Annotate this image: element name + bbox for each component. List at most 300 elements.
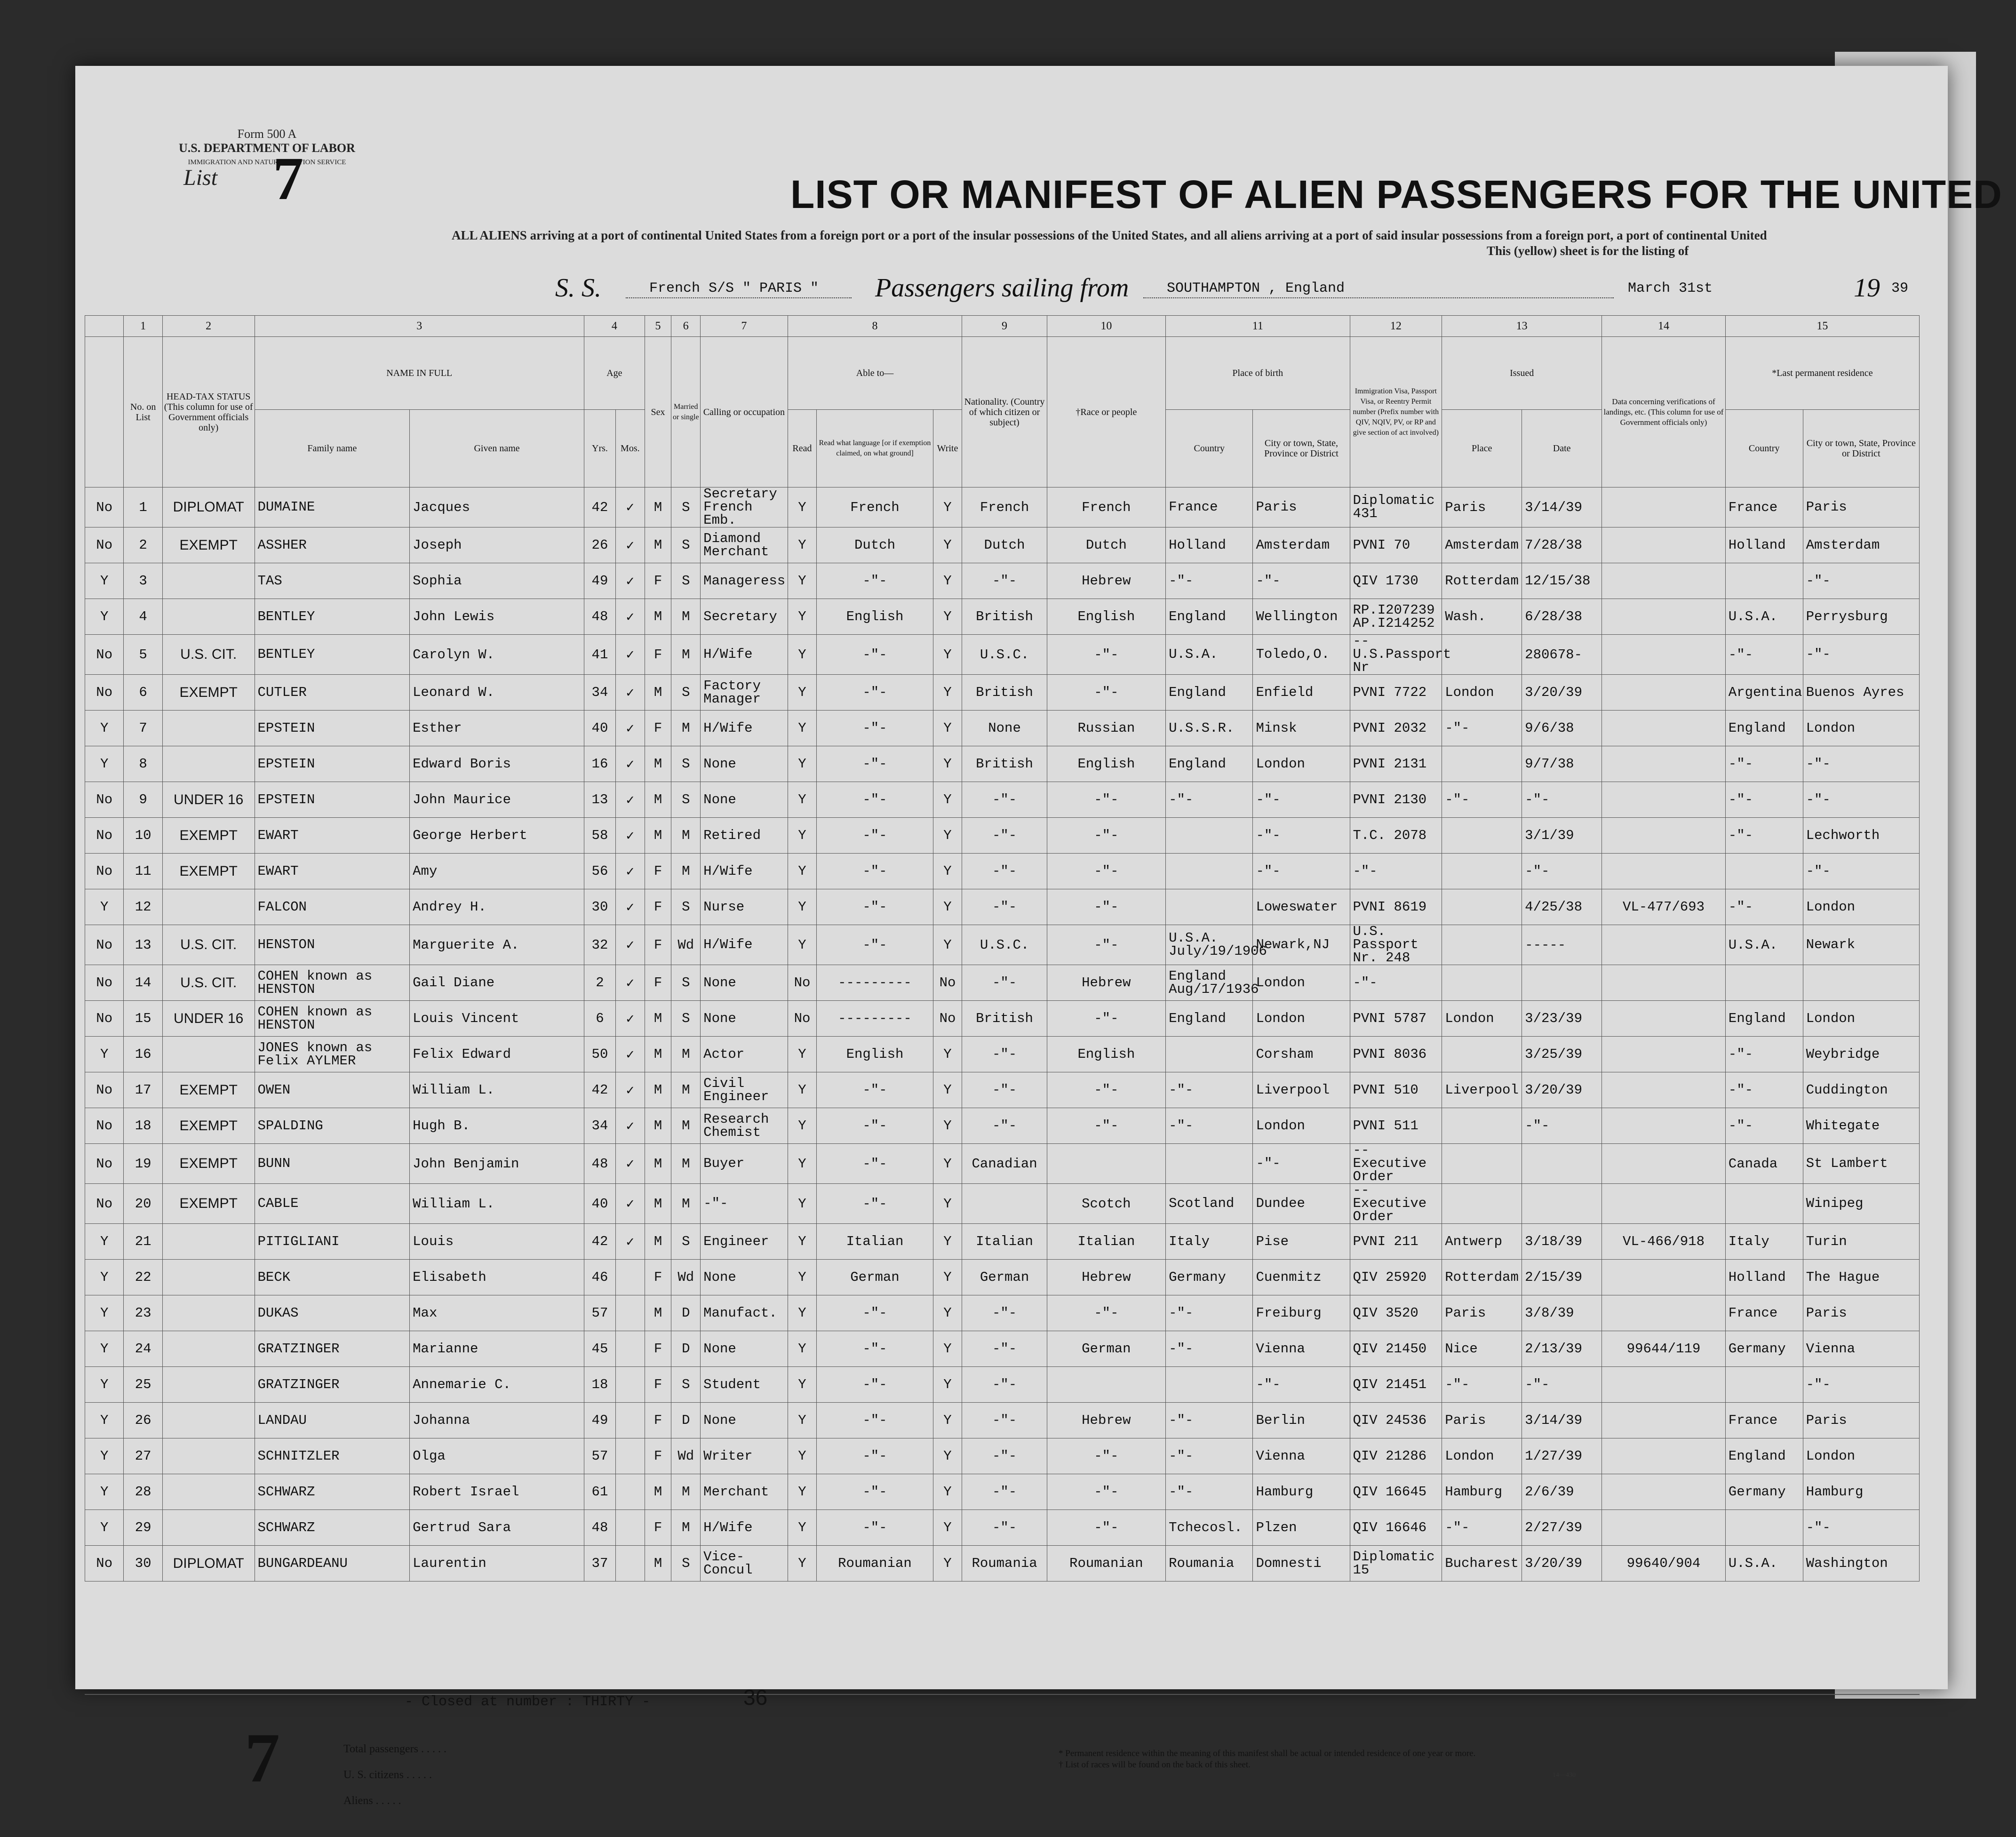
colnum-12: 12: [1350, 316, 1442, 337]
issued-date: [1522, 965, 1602, 1001]
row-flag: Y: [85, 1295, 124, 1331]
can-read: Y: [788, 487, 817, 527]
can-write: Y: [933, 1367, 962, 1403]
occupation: Manageress: [701, 563, 788, 599]
age-years: 37: [584, 1546, 615, 1581]
sex: M: [645, 1108, 671, 1144]
can-write: Y: [933, 1510, 962, 1546]
occupation: None: [701, 746, 788, 782]
residence-city: -"-: [1803, 1510, 1919, 1546]
can-write: Y: [933, 1260, 962, 1295]
issued-place: [1442, 635, 1522, 675]
read-language: -"-: [817, 889, 933, 925]
residence-country: Germany: [1725, 1331, 1803, 1367]
row-flag: No: [85, 782, 124, 818]
residence-country: Germany: [1725, 1474, 1803, 1510]
birth-city: -"-: [1253, 818, 1350, 854]
age-months: ✓: [615, 599, 645, 635]
row-flag: No: [85, 1072, 124, 1108]
sex: F: [645, 635, 671, 675]
read-language: -"-: [817, 675, 933, 711]
age-years: 48: [584, 599, 615, 635]
issued-date: -----: [1522, 925, 1602, 965]
nationality: -"-: [962, 1403, 1047, 1438]
visa-number: QIV 24536: [1350, 1403, 1442, 1438]
landing-data: [1602, 818, 1726, 854]
residence-city: Washington: [1803, 1546, 1919, 1581]
occupation: None: [701, 1001, 788, 1037]
issued-date: 3/18/39: [1522, 1224, 1602, 1260]
can-write: Y: [933, 1144, 962, 1184]
landing-data: [1602, 675, 1726, 711]
residence-country: -"-: [1725, 1037, 1803, 1072]
race: -"-: [1047, 635, 1165, 675]
age-years: 34: [584, 675, 615, 711]
issued-date: 3/20/39: [1522, 1546, 1602, 1581]
residence-city: -"-: [1803, 854, 1919, 889]
sex: M: [645, 1474, 671, 1510]
race: -"-: [1047, 1295, 1165, 1331]
row-number: 8: [124, 746, 162, 782]
row-number: 20: [124, 1184, 162, 1224]
age-months: [615, 1510, 645, 1546]
sex: M: [645, 675, 671, 711]
landing-data: [1602, 599, 1726, 635]
issued-place: [1442, 1108, 1522, 1144]
table-row: [85, 965, 1920, 1001]
residence-country: Argentina: [1725, 675, 1803, 711]
occupation: H/Wife: [701, 1510, 788, 1546]
nationality: U.S.C.: [962, 925, 1047, 965]
residence-city: The Hague: [1803, 1260, 1919, 1295]
sex: F: [645, 1438, 671, 1474]
head-tax-status: [162, 889, 255, 925]
landing-data: VL-466/918: [1602, 1224, 1726, 1260]
row-number: 18: [124, 1108, 162, 1144]
closed-count: 36: [743, 1685, 768, 1709]
row-number: 22: [124, 1260, 162, 1295]
colnum-6: 6: [671, 316, 701, 337]
age-months: [615, 1260, 645, 1295]
race: German: [1047, 1331, 1165, 1367]
row-number: 23: [124, 1295, 162, 1331]
can-write: Y: [933, 1403, 962, 1438]
header-married: Married or single: [671, 337, 701, 487]
family-name: OWEN: [255, 1072, 410, 1108]
residence-city: London: [1803, 889, 1919, 925]
header-age: Age: [584, 337, 645, 410]
age-months: [615, 1474, 645, 1510]
table-row: [85, 635, 1920, 675]
row-number: 26: [124, 1403, 162, 1438]
age-years: 42: [584, 1072, 615, 1108]
table-row: [85, 1295, 1920, 1331]
visa-number: QIV 21451: [1350, 1367, 1442, 1403]
birth-city: Dundee: [1253, 1184, 1350, 1224]
row-number: 21: [124, 1224, 162, 1260]
row-flag: Y: [85, 1037, 124, 1072]
can-write: Y: [933, 675, 962, 711]
can-read: Y: [788, 1510, 817, 1546]
nationality: Canadian: [962, 1144, 1047, 1184]
given-name: Felix Edward: [410, 1037, 584, 1072]
marital-status: S: [671, 527, 701, 563]
colnum-5: 5: [645, 316, 671, 337]
row-number: 30: [124, 1546, 162, 1581]
read-language: -"-: [817, 711, 933, 746]
can-write: Y: [933, 1331, 962, 1367]
occupation: Diamond Merchant: [701, 527, 788, 563]
row-number: 9: [124, 782, 162, 818]
row-flag: Y: [85, 1510, 124, 1546]
departure-port: SOUTHAMPTON , England: [1167, 280, 1345, 296]
can-read: Y: [788, 635, 817, 675]
residence-city: Newark: [1803, 925, 1919, 965]
can-read: Y: [788, 854, 817, 889]
issued-date: 3/14/39: [1522, 487, 1602, 527]
head-tax-status: EXEMPT: [162, 818, 255, 854]
family-name: BECK: [255, 1260, 410, 1295]
visa-number: PVNI 5787: [1350, 1001, 1442, 1037]
landing-data: [1602, 746, 1726, 782]
sex: M: [645, 1546, 671, 1581]
family-name: JONES known as Felix AYLMER: [255, 1037, 410, 1072]
header-res-country: Country: [1725, 410, 1803, 487]
can-read: Y: [788, 1072, 817, 1108]
header-name-in-full: NAME IN FULL: [255, 337, 584, 410]
race: -"-: [1047, 782, 1165, 818]
age-years: 2: [584, 965, 615, 1001]
given-name: Annemarie C.: [410, 1367, 584, 1403]
landing-data: [1602, 1072, 1726, 1108]
can-write: Y: [933, 487, 962, 527]
birth-country: [1166, 818, 1253, 854]
year-suffix: 39: [1891, 280, 1909, 296]
given-name: Gail Diane: [410, 965, 584, 1001]
can-write: Y: [933, 1438, 962, 1474]
birth-city: London: [1253, 1108, 1350, 1144]
family-name: BUNN: [255, 1144, 410, 1184]
marital-status: M: [671, 635, 701, 675]
sex: F: [645, 563, 671, 599]
landing-data: [1602, 1510, 1726, 1546]
race: Russian: [1047, 711, 1165, 746]
issued-date: 1/27/39: [1522, 1438, 1602, 1474]
nationality: Dutch: [962, 527, 1047, 563]
colnum-13: 13: [1442, 316, 1602, 337]
issued-date: 2/6/39: [1522, 1474, 1602, 1510]
row-flag: No: [85, 635, 124, 675]
given-name: William L.: [410, 1184, 584, 1224]
closed-at-text: - Closed at number : THIRTY -: [405, 1694, 651, 1710]
table-row: [85, 854, 1920, 889]
row-flag: No: [85, 925, 124, 965]
row-number: 15: [124, 1001, 162, 1037]
issued-place: [1442, 965, 1522, 1001]
age-years: 40: [584, 711, 615, 746]
head-tax-status: U.S. CIT.: [162, 635, 255, 675]
race: -"-: [1047, 675, 1165, 711]
given-name: Laurentin: [410, 1546, 584, 1581]
visa-number: T.C. 2078: [1350, 818, 1442, 854]
issued-date: 3/1/39: [1522, 818, 1602, 854]
age-months: ✓: [615, 563, 645, 599]
age-months: ✓: [615, 889, 645, 925]
race: [1047, 1367, 1165, 1403]
header-yrs: Yrs.: [584, 410, 615, 487]
can-write: Y: [933, 635, 962, 675]
nationality: None: [962, 711, 1047, 746]
marital-status: D: [671, 1295, 701, 1331]
race: -"-: [1047, 1108, 1165, 1144]
family-name: TAS: [255, 563, 410, 599]
occupation: H/Wife: [701, 854, 788, 889]
residence-city: Vienna: [1803, 1331, 1919, 1367]
issued-place: London: [1442, 1438, 1522, 1474]
visa-number: -"-: [1350, 854, 1442, 889]
table-row: [85, 1510, 1920, 1546]
can-write: Y: [933, 563, 962, 599]
table-row: [85, 1474, 1920, 1510]
race: Dutch: [1047, 527, 1165, 563]
head-tax-status: [162, 1474, 255, 1510]
family-name: EWART: [255, 818, 410, 854]
visa-number: QIV 16646: [1350, 1510, 1442, 1546]
birth-city: Enfield: [1253, 675, 1350, 711]
age-years: 32: [584, 925, 615, 965]
can-write: Y: [933, 1108, 962, 1144]
head-tax-status: U.S. CIT.: [162, 925, 255, 965]
family-name: SCHWARZ: [255, 1510, 410, 1546]
issued-date: 2/15/39: [1522, 1260, 1602, 1295]
family-name: COHEN known as HENSTON: [255, 1001, 410, 1037]
residence-country: [1725, 1367, 1803, 1403]
can-read: Y: [788, 1144, 817, 1184]
table-row: [85, 925, 1920, 965]
can-read: Y: [788, 1331, 817, 1367]
manifest-sheet: [75, 66, 2002, 1807]
marital-status: M: [671, 1474, 701, 1510]
residence-city: St Lambert: [1803, 1144, 1919, 1184]
issued-place: Paris: [1442, 1403, 1522, 1438]
read-language: -"-: [817, 1367, 933, 1403]
table-row: [85, 1001, 1920, 1037]
head-tax-status: UNDER 16: [162, 1001, 255, 1037]
sex: F: [645, 1331, 671, 1367]
can-read: Y: [788, 711, 817, 746]
age-months: ✓: [615, 1224, 645, 1260]
row-flag: Y: [85, 563, 124, 599]
visa-number: Diplomatic 431: [1350, 487, 1442, 527]
age-months: ✓: [615, 1037, 645, 1072]
marital-status: S: [671, 487, 701, 527]
nationality: -"-: [962, 889, 1047, 925]
nationality: -"-: [962, 1108, 1047, 1144]
read-language: -"-: [817, 1510, 933, 1546]
nationality: -"-: [962, 965, 1047, 1001]
birth-country: England: [1166, 746, 1253, 782]
issued-place: Rotterdam: [1442, 563, 1522, 599]
age-months: [615, 1546, 645, 1581]
given-name: John Maurice: [410, 782, 584, 818]
can-write: No: [933, 1001, 962, 1037]
head-tax-status: [162, 1224, 255, 1260]
nationality: -"-: [962, 1510, 1047, 1546]
header-read-language: Read what language [or if exemption claimed, on what ground]: [817, 410, 933, 487]
family-name: COHEN known as HENSTON: [255, 965, 410, 1001]
row-flag: No: [85, 1184, 124, 1224]
sex: M: [645, 1037, 671, 1072]
residence-country: Italy: [1725, 1224, 1803, 1260]
landing-data: [1602, 1403, 1726, 1438]
age-years: 42: [584, 487, 615, 527]
family-name: EWART: [255, 854, 410, 889]
issued-place: [1442, 854, 1522, 889]
nationality: -"-: [962, 782, 1047, 818]
colnum-15: 15: [1725, 316, 1919, 337]
read-language: -"-: [817, 818, 933, 854]
landing-data: [1602, 711, 1726, 746]
table-row: [85, 1072, 1920, 1108]
can-read: Y: [788, 782, 817, 818]
residence-city: Paris: [1803, 1403, 1919, 1438]
family-name: HENSTON: [255, 925, 410, 965]
issued-date: 2/27/39: [1522, 1510, 1602, 1546]
occupation: H/Wife: [701, 711, 788, 746]
landing-data: [1602, 1037, 1726, 1072]
issued-place: Liverpool: [1442, 1072, 1522, 1108]
residence-country: -"-: [1725, 889, 1803, 925]
issued-date: 3/25/39: [1522, 1037, 1602, 1072]
issued-date: 7/28/38: [1522, 527, 1602, 563]
can-write: Y: [933, 1184, 962, 1224]
residence-country: France: [1725, 1295, 1803, 1331]
landing-data: [1602, 1184, 1726, 1224]
birth-country: Tchecosl.: [1166, 1510, 1253, 1546]
header-nationality: Nationality. (Country of which citizen or subject): [962, 337, 1047, 487]
table-row: [85, 563, 1920, 599]
birth-country: U.S.A.: [1166, 635, 1253, 675]
visa-number: PVNI 8619: [1350, 889, 1442, 925]
residence-city: Whitegate: [1803, 1108, 1919, 1144]
head-tax-status: [162, 599, 255, 635]
sex: M: [645, 1295, 671, 1331]
birth-country: [1166, 1037, 1253, 1072]
residence-country: [1725, 965, 1803, 1001]
list-label: List: [183, 165, 218, 190]
occupation: Nurse: [701, 889, 788, 925]
table-row: [85, 711, 1920, 746]
colnum-9: 9: [962, 316, 1047, 337]
age-months: ✓: [615, 487, 645, 527]
issued-place: Hamburg: [1442, 1474, 1522, 1510]
landing-data: [1602, 1474, 1726, 1510]
row-flag: No: [85, 965, 124, 1001]
given-name: John Benjamin: [410, 1144, 584, 1184]
occupation: Student: [701, 1367, 788, 1403]
race: English: [1047, 746, 1165, 782]
can-read: Y: [788, 889, 817, 925]
row-number: 2: [124, 527, 162, 563]
head-tax-status: EXEMPT: [162, 527, 255, 563]
age-years: 56: [584, 854, 615, 889]
birth-country: Holland: [1166, 527, 1253, 563]
occupation: Buyer: [701, 1144, 788, 1184]
head-tax-status: EXEMPT: [162, 854, 255, 889]
header-given-name: Given name: [410, 410, 584, 487]
head-tax-status: EXEMPT: [162, 1108, 255, 1144]
closing-rule: [85, 1694, 1920, 1695]
header-able-to: Able to—: [788, 337, 962, 410]
read-language: -"-: [817, 1108, 933, 1144]
occupation: Factory Manager: [701, 675, 788, 711]
landing-data: [1602, 925, 1726, 965]
sex: F: [645, 854, 671, 889]
occupation: Secretary: [701, 599, 788, 635]
landing-data: [1602, 563, 1726, 599]
sex: F: [645, 965, 671, 1001]
birth-city: -"-: [1253, 1144, 1350, 1184]
footnotes: [1059, 1748, 1475, 1771]
header-head-tax: HEAD-TAX STATUS (This column for use of Government officials only): [162, 337, 255, 487]
head-tax-status: EXEMPT: [162, 1184, 255, 1224]
issued-date: -"-: [1522, 1367, 1602, 1403]
occupation: -"-: [701, 1184, 788, 1224]
row-number: 29: [124, 1510, 162, 1546]
nationality: -"-: [962, 563, 1047, 599]
landing-data: [1602, 1295, 1726, 1331]
landing-data: [1602, 1260, 1726, 1295]
age-months: [615, 1331, 645, 1367]
row-flag: Y: [85, 1224, 124, 1260]
given-name: Louis Vincent: [410, 1001, 584, 1037]
sex: F: [645, 1260, 671, 1295]
birth-city: Wellington: [1253, 599, 1350, 635]
birth-city: Loweswater: [1253, 889, 1350, 925]
residence-city: -"-: [1803, 1367, 1919, 1403]
nationality: Italian: [962, 1224, 1047, 1260]
department-name: U.S. DEPARTMENT OF LABOR: [179, 141, 355, 155]
can-read: Y: [788, 818, 817, 854]
sex: M: [645, 1224, 671, 1260]
read-language: -"-: [817, 1295, 933, 1331]
can-read: Y: [788, 925, 817, 965]
age-years: 6: [584, 1001, 615, 1037]
table-row: [85, 1546, 1920, 1581]
sex: M: [645, 487, 671, 527]
read-language: -"-: [817, 1144, 933, 1184]
race: Scotch: [1047, 1184, 1165, 1224]
race: -"-: [1047, 818, 1165, 854]
row-number: 5: [124, 635, 162, 675]
family-name: BENTLEY: [255, 635, 410, 675]
age-years: 50: [584, 1037, 615, 1072]
header-issued-place: Place: [1442, 410, 1522, 487]
nationality: -"-: [962, 1367, 1047, 1403]
birth-city: Pise: [1253, 1224, 1350, 1260]
given-name: William L.: [410, 1072, 584, 1108]
family-name: FALCON: [255, 889, 410, 925]
marital-status: S: [671, 782, 701, 818]
marital-status: M: [671, 1072, 701, 1108]
given-name: Johanna: [410, 1403, 584, 1438]
birth-city: London: [1253, 965, 1350, 1001]
can-read: Y: [788, 1224, 817, 1260]
birth-city: Minsk: [1253, 711, 1350, 746]
residence-city: Winipeg: [1803, 1184, 1919, 1224]
family-name: GRATZINGER: [255, 1331, 410, 1367]
service-name: IMMIGRATION AND NATURALIZATION SERVICE: [188, 159, 346, 166]
